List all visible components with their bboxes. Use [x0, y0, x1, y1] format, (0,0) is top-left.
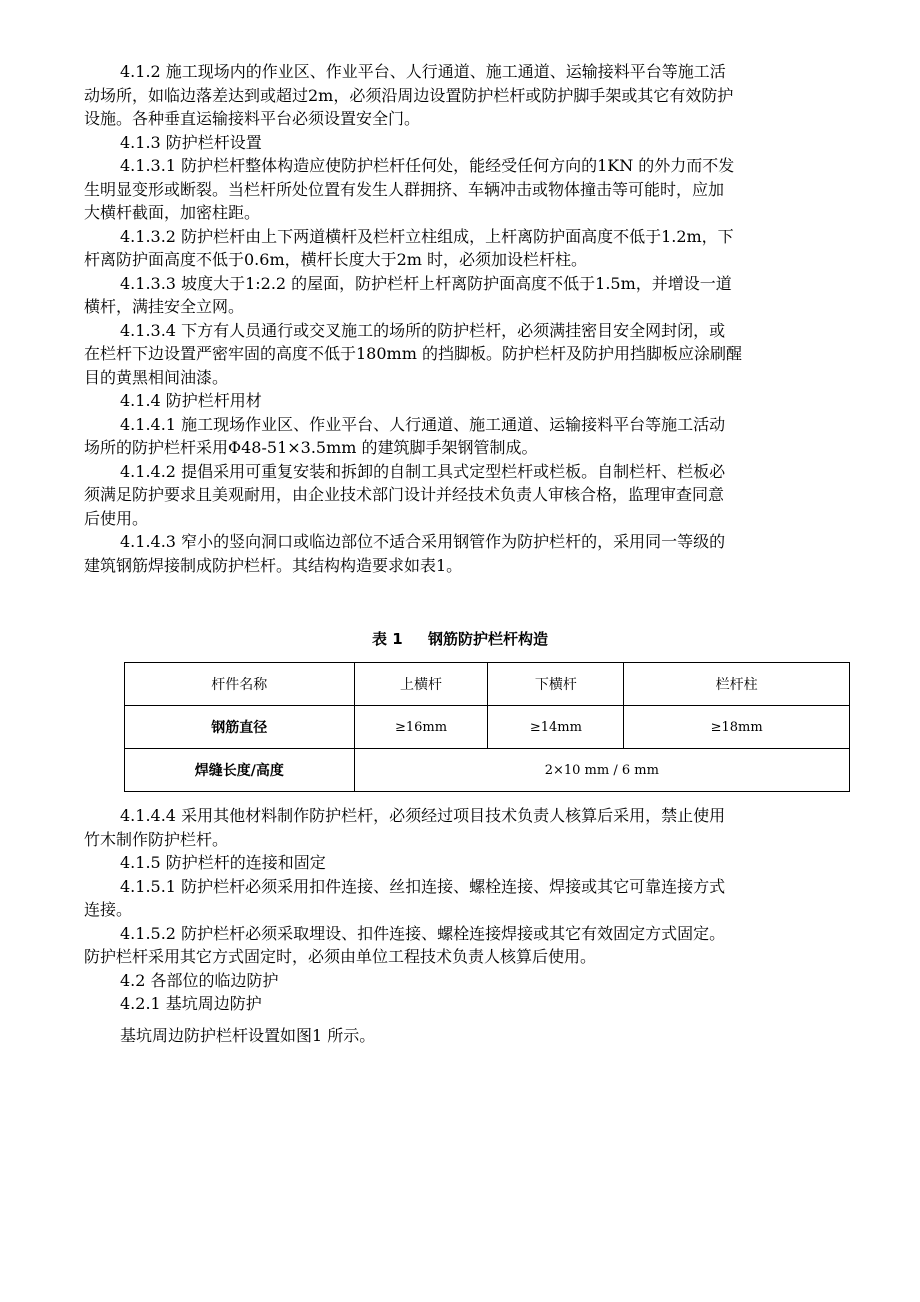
- paragraph-line-first: 4.1.4.1 施工现场作业区、作业平台、人行通道、施工通道、运输接料平台等施工活动: [120, 414, 726, 434]
- paragraph-line: 后使用。: [84, 508, 149, 528]
- paragraph-line: 场所的防护栏杆采用Φ48-51×3.5mm 的建筑脚手架钢管制成。: [84, 438, 538, 457]
- paragraph-line-first: 4.1.3.4 下方有人员通行或交叉施工的场所的防护栏杆，必须满挂密目安全网封闭，或: [120, 320, 726, 340]
- table-caption-title: 钢筋防护栏杆构造: [427, 630, 548, 648]
- row-label-weld: 焊缝长度/高度: [125, 749, 355, 792]
- paragraph-line-first: 4.1.4.2 提倡采用可重复安装和拆卸的自制工具式定型栏杆或栏板。自制栏杆、栏板必: [120, 461, 726, 481]
- table-caption: [0, 628, 920, 649]
- header-bottom-rail: 下横杆: [488, 663, 624, 706]
- cell-top-rail-diameter: ≥16mm: [354, 706, 488, 749]
- header-component-name: 杆件名称: [125, 663, 355, 706]
- paragraph-line: 须满足防护要求且美观耐用，由企业技术部门设计并经技术负责人审核合格，监理审查同意: [84, 485, 725, 504]
- table-caption-label: 表 1: [372, 630, 403, 648]
- paragraph-line-first: 4.2 各部位的临边防护: [120, 970, 279, 990]
- paragraph-line-first: 4.1.3.2 防护栏杆由上下两道横杆及栏杆立柱组成，上杆离防护面高度不低于1.2m，下: [120, 226, 734, 246]
- paragraph-line-first: 4.1.5 防护栏杆的连接和固定: [120, 853, 326, 872]
- paragraph-line-first: 4.1.4 防护栏杆用材: [120, 391, 262, 410]
- paragraph-line-first: 4.1.5.1 防护栏杆必须采用扣件连接、丝扣连接、螺栓连接、焊接或其它可靠连接方式: [120, 876, 726, 896]
- cell-weld-spec: 2×10 mm / 6 mm: [354, 749, 849, 792]
- paragraph-line: 连接。: [84, 900, 133, 919]
- paragraph-line-first: 4.1.3.3 坡度大于1:2.2 的屋面，防护栏杆上杆离防护面高度不低于1.5m，并增设一道: [120, 273, 732, 293]
- table-row: [125, 749, 850, 792]
- paragraph-line-first: 4.1.4.4 采用其他材料制作防护栏杆，必须经过项目技术负责人核算后采用，禁止使用: [120, 806, 726, 825]
- header-top-rail: 上横杆: [354, 663, 488, 706]
- paragraph-line: 防护栏杆采用其它方式固定时，必须由单位工程技术负责人核算后使用。: [84, 947, 597, 966]
- paragraph-line-first: 4.2.1 基坑周边防护: [120, 994, 262, 1013]
- paragraph-line-first: 4.1.4.3 窄小的竖向洞口或临边部位不适合采用钢管作为防护栏杆的，采用同一等级的: [120, 532, 726, 551]
- paragraph-line: 竹木制作防护栏杆。: [84, 829, 229, 849]
- paragraph-line: 建筑钢筋焊接制成防护栏杆。其结构构造要求如表1。: [84, 555, 463, 575]
- paragraph-line: 动场所，如临边落差达到或超过2m，必须沿周边设置防护栏杆或防护脚手架或其它有效防护: [84, 85, 734, 105]
- final-line: 基坑周边防护栏杆设置如图1 所示。: [120, 1026, 376, 1045]
- paragraph-line: 在栏杆下边设置严密牢固的高度不低于180mm 的挡脚板。防护栏杆及防护用挡脚板应涂刷醒: [84, 344, 742, 363]
- paragraph-line: 生明显变形或断裂。当栏杆所处位置有发生人群拥挤、车辆冲击或物体撞击等可能时，应加: [84, 179, 725, 199]
- table-row: [125, 706, 850, 749]
- paragraph-line: 横杆，满挂安全立网。: [84, 297, 245, 316]
- header-post: 栏杆柱: [624, 663, 850, 706]
- paragraph-line: 设施。各种垂直运输接料平台必须设置安全门。: [84, 109, 421, 128]
- cell-bottom-rail-diameter: ≥14mm: [488, 706, 624, 749]
- paragraph-line-first: 4.1.5.2 防护栏杆必须采取埋设、扣件连接、螺栓连接焊接或其它有效固定方式固定。: [120, 923, 726, 943]
- paragraph-line-first: 4.1.3.1 防护栏杆整体构造应使防护栏杆任何处，能经受任何方向的1KN 的外力而不发: [120, 156, 735, 175]
- paragraph-line: 杆离防护面高度不低于0.6m，横杆长度大于2m 时，必须加设栏杆柱。: [84, 250, 588, 269]
- cell-post-diameter: ≥18mm: [624, 706, 850, 749]
- paragraph-line: 目的黄黑相间油漆。: [84, 367, 229, 387]
- paragraph-line: 大横杆截面，加密柱距。: [84, 203, 261, 222]
- paragraph-line-first: 4.1.3 防护栏杆设置: [120, 132, 262, 152]
- table-header-row: [125, 663, 850, 706]
- paragraph-line-first: 4.1.2 施工现场内的作业区、作业平台、人行通道、施工通道、运输接料平台等施工活: [120, 62, 726, 81]
- row-label-diameter: 钢筋直径: [125, 706, 355, 749]
- rebar-railing-table: [124, 662, 850, 792]
